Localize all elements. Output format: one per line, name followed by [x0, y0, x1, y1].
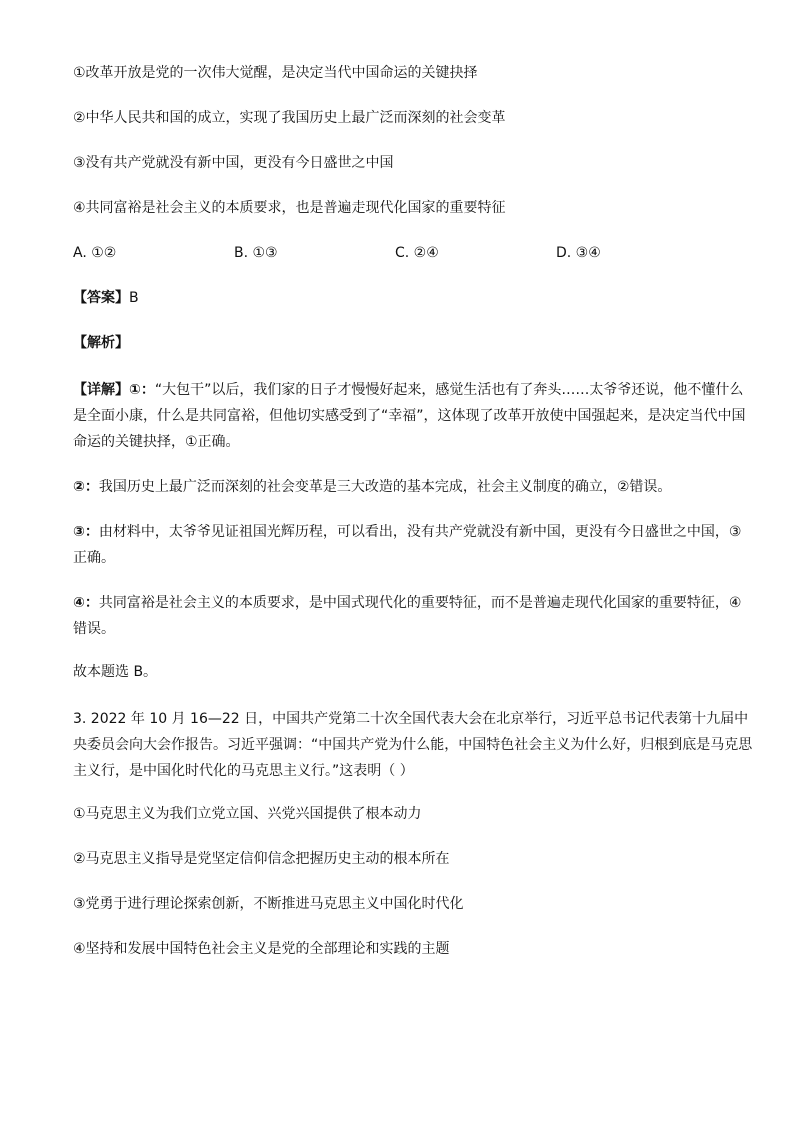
q2-statement-1: ①改革开放是党的一次伟大觉醒，是决定当代中国命运的关键抉择: [73, 65, 478, 81]
analysis-label: 【解析】: [73, 335, 129, 351]
q3-statement-3: ③党勇于进行理论探索创新，不断推进马克思主义中国化时代化: [73, 896, 464, 912]
q3-statement-4: ④坚持和发展中国特色社会主义是党的全部理论和实践的主题: [73, 941, 450, 957]
answer-value: B: [129, 290, 139, 306]
detail-4-head: ④：: [73, 595, 99, 611]
q3-statement-2: ②马克思主义指导是党坚定信仰信念把握历史主动的根本所在: [73, 851, 450, 867]
detail-4-body: 共同富裕是社会主义的本质要求，是中国式现代化的重要特征，而不是普遍走现代化国家的重要特征，④错误。: [73, 595, 742, 637]
q2-option-b: B. ①③: [234, 245, 278, 261]
detail-2-body: 我国历史上最广泛而深刻的社会变革是三大改造的基本完成，社会主义制度的确立，②错误。: [98, 479, 672, 495]
detail-3-body: 由材料中，太爷爷见证祖国光辉历程，可以看出，没有共产党就没有新中国，更没有今日盛世之中国，③正确。: [73, 524, 742, 566]
detail-2-head: ②：: [73, 479, 99, 495]
q3-stem: 3. 2022 年 10 月 16—22 日，中国共产党第二十次全国代表大会在北京举行，习近平总书记代表第十九届中央委员会向大会作报告。习近平强调：“中国共产党为什么能，中国特色社会主义为什么好，归根到底是马克思主义行，是中国化时代化的马克思主义行。”这表明（ ）: [73, 711, 753, 779]
q2-options: [73, 242, 753, 264]
q2-answer: [73, 287, 753, 309]
answer-label: 【答案】: [73, 290, 129, 306]
q2-statement-4: ④共同富裕是社会主义的本质要求，也是普遍走现代化国家的重要特征: [73, 200, 506, 216]
q2-statement-3: ③没有共产党就没有新中国，更没有今日盛世之中国: [73, 155, 394, 171]
detail-1-body: “大包干”以后，我们家的日子才慢慢好起来，感觉生活也有了奔头……太爷爷还说，他不懂什么是全面小康，什么是共同富裕，但他切实感受到了“幸福”，这体现了改革开放使中国强起来，是决定当代中国命运的关键抉择，①正确。: [73, 382, 746, 450]
q3-statement-1: ①马克思主义为我们立党立国、兴党兴国提供了根本动力: [73, 806, 422, 822]
q2-option-a: A. ①②: [73, 245, 117, 261]
q2-option-d: D. ③④: [556, 245, 601, 261]
detail-3-head: ③：: [73, 524, 99, 540]
q2-statement-2: ②中华人民共和国的成立，实现了我国历史上最广泛而深刻的社会变革: [73, 110, 506, 126]
q2-detail-2: [73, 474, 753, 500]
q2-conclusion: 故本题选 B。: [73, 664, 158, 680]
q2-detail-1: [73, 377, 753, 455]
q2-option-c: C. ②④: [395, 245, 439, 261]
q2-detail-4: [73, 590, 753, 642]
document-page: [73, 62, 753, 983]
q2-analysis: [73, 332, 753, 354]
q2-detail-3: [73, 519, 753, 571]
detail-1-head: ①：: [129, 382, 155, 398]
detail-label: 【详解】: [73, 382, 129, 398]
